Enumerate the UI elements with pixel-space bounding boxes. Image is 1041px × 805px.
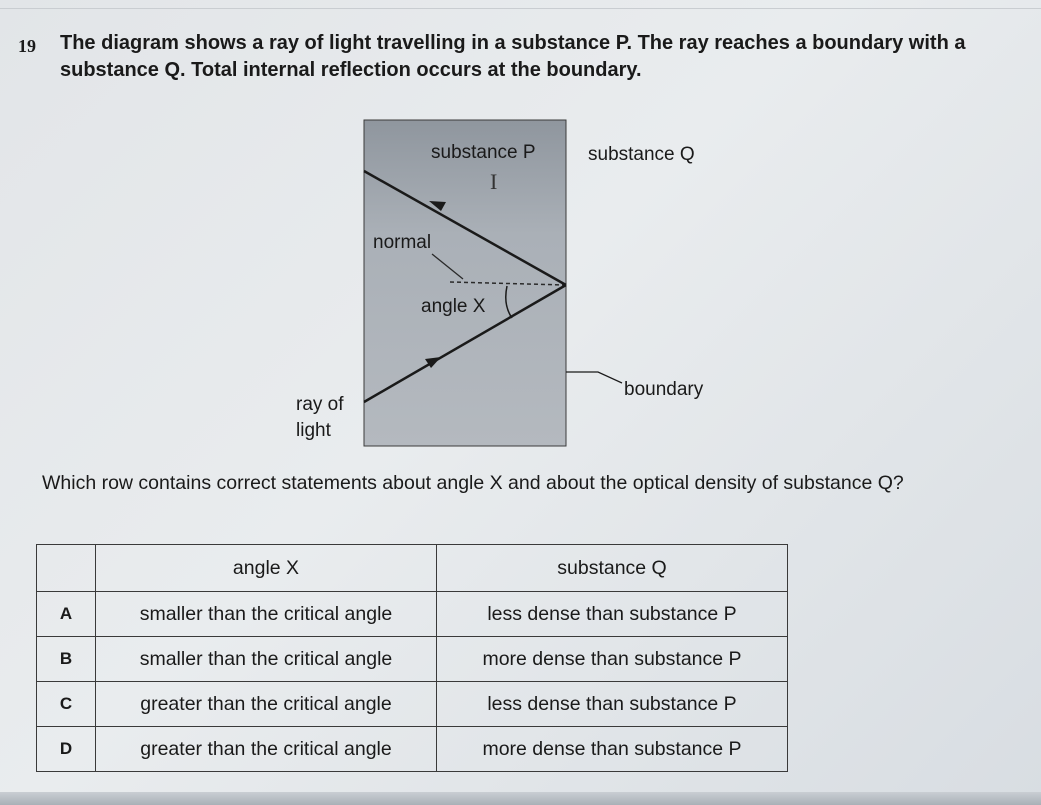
table-header-row xyxy=(37,545,788,592)
question-number: 19 xyxy=(18,36,36,56)
row-letter: C xyxy=(37,682,96,727)
label-boundary: boundary xyxy=(624,379,704,400)
answer-table xyxy=(36,544,788,772)
row-angle: smaller than the critical angle xyxy=(96,637,437,682)
question-prompt: Which row contains correct statements about angle X and about the optical density of substance Q? xyxy=(42,472,904,494)
label-light: light xyxy=(296,420,331,441)
row-density: less dense than substance P xyxy=(437,682,788,727)
row-density: less dense than substance P xyxy=(437,592,788,637)
screen-bottom-edge xyxy=(0,792,1041,805)
row-angle: smaller than the critical angle xyxy=(96,592,437,637)
label-angle-x: angle X xyxy=(421,296,486,317)
question-text: The diagram shows a ray of light travelling in a substance P. The ray reaches a boundary with a substance Q. Total internal reflection occurs at the boundary. xyxy=(60,32,966,81)
table-row[interactable] xyxy=(37,592,788,637)
label-normal: normal xyxy=(373,232,432,253)
table-row[interactable] xyxy=(37,682,788,727)
header-empty-cell xyxy=(37,545,96,592)
header-angle-x: angle X xyxy=(96,545,437,592)
label-substance-p: substance P xyxy=(431,142,536,163)
label-substance-q: substance Q xyxy=(588,144,695,165)
row-density: more dense than substance P xyxy=(437,727,788,772)
boundary-leader xyxy=(566,372,622,383)
label-ray-of: ray of xyxy=(296,394,344,415)
table-row[interactable] xyxy=(37,727,788,772)
table-row[interactable] xyxy=(37,637,788,682)
text-cursor-icon: I xyxy=(490,169,498,194)
row-letter: A xyxy=(37,592,96,637)
row-letter: D xyxy=(37,727,96,772)
row-density: more dense than substance P xyxy=(437,637,788,682)
row-letter: B xyxy=(37,637,96,682)
header-substance-q: substance Q xyxy=(437,545,788,592)
row-angle: greater than the critical angle xyxy=(96,727,437,772)
row-angle: greater than the critical angle xyxy=(96,682,437,727)
